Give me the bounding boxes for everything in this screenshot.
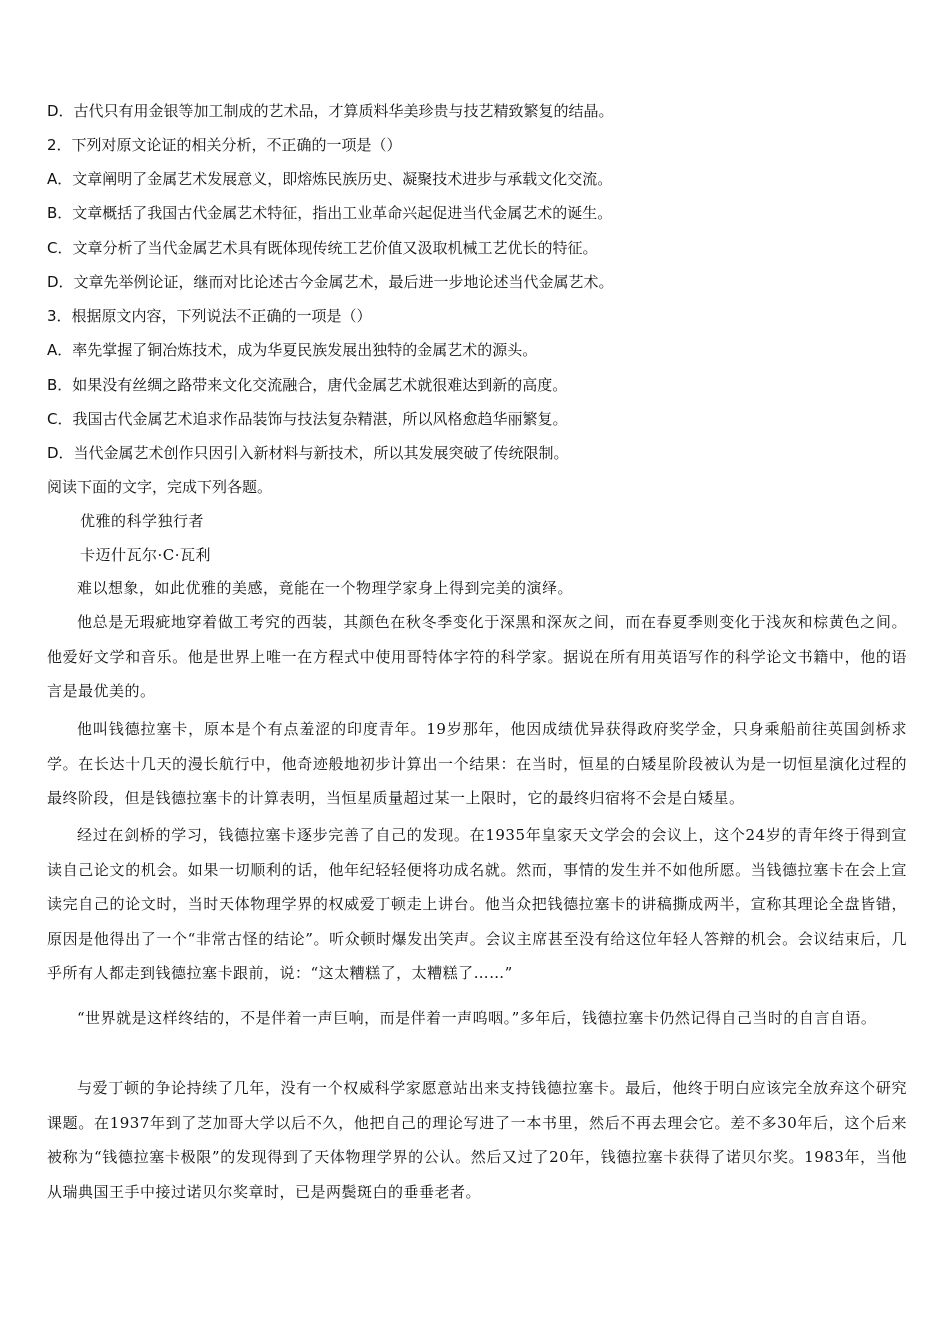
article-title: 优雅的科学独行者 xyxy=(80,512,205,530)
q2-option-c: C．文章分析了当代金属艺术具有既体现传统工艺价值又汲取机械工艺优长的特征。 xyxy=(47,239,598,257)
reading-instruction: 阅读下面的文字，完成下列各题。 xyxy=(47,478,273,496)
q2-option-b: B．文章概括了我国古代金属艺术特征，指出工业革命兴起促进当代金属艺术的诞生。 xyxy=(47,204,613,222)
article-paragraph-4: 经过在剑桥的学习，钱德拉塞卡逐步完善了自己的发现。在1935年皇家天文学会的会议上，这个24岁的青年终于得到宣读自己论文的机会。如果一切顺利的话，他年纪轻轻便将功成名就。然而，事情的发生并不如他所愿。当钱德拉塞卡在会上宣读完自己的论文时，当时天体物理学界的权威爱丁顿走上讲台。他当众把钱德拉塞卡的讲稿撕成两半，宣称其理论全盘皆错，原因是他得出了一个“非常古怪的结论”。听众顿时爆发出笑声。会议主席甚至没有给这位年轻人答辩的机会。会议结束后，几乎所有人都走到钱德拉塞卡跟前，说：“这太糟糕了，太糟糕了……” xyxy=(47,826,907,982)
q1-option-d: D．古代只有用金银等加工制成的艺术品，才算质料华美珍贵与技艺精致繁复的结晶。 xyxy=(47,102,614,120)
q2-stem: 2．下列对原文论证的相关分析，不正确的一项是（） xyxy=(47,136,402,154)
q2-option-d: D．文章先举例论证，继而对比论述古今金属艺术，最后进一步地论述当代金属艺术。 xyxy=(47,273,614,291)
q3-option-c: C．我国古代金属艺术追求作品装饰与技法复杂精湛，所以风格愈趋华丽繁复。 xyxy=(47,410,568,428)
article-author: 卡迈什瓦尔·C·瓦利 xyxy=(80,546,212,564)
article-paragraph-6: 与爱丁顿的争论持续了几年，没有一个权威科学家愿意站出来支持钱德拉塞卡。最后，他终于明白应该完全放弃这个研究课题。在1937年到了芝加哥大学以后不久，他把自己的理论写进了一本书里，然后不再去理会它。差不多30年后，这个后来被称为“钱德拉塞卡极限”的发现得到了天体物理学界的公认。然后又过了20年，钱德拉塞卡获得了诺贝尔奖。1983年，当他从瑞典国王手中接过诺贝尔奖章时，已是两鬓斑白的垂垂老者。 xyxy=(47,1079,907,1201)
article-paragraph-3: 他叫钱德拉塞卡，原本是个有点羞涩的印度青年。19岁那年，他因成绩优异获得政府奖学金，只身乘船前往英国剑桥求学。在长达十几天的漫长航行中，他奇迹般地初步计算出一个结果：在当时，恒星的白矮星阶段被认为是一切恒星演化过程的最终阶段，但是钱德拉塞卡的计算表明，当恒星质量超过某一上限时，它的最终归宿将不会是白矮星。 xyxy=(47,720,907,807)
q3-stem: 3．根据原文内容，下列说法不正确的一项是（） xyxy=(47,307,372,325)
q3-option-a: A．率先掌握了铜冶炼技术，成为华夏民族发展出独特的金属艺术的源头。 xyxy=(47,341,538,359)
q3-option-b: B．如果没有丝绸之路带来文化交流融合，唐代金属艺术就很难达到新的高度。 xyxy=(47,376,568,394)
article-paragraph-5: “世界就是这样终结的，不是伴着一声巨响，而是伴着一声呜咽。”多年后，钱德拉塞卡仍然记得自己当时的自言自语。 xyxy=(77,1009,877,1027)
q3-option-d: D．当代金属艺术创作只因引入新材料与新技术，所以其发展突破了传统限制。 xyxy=(47,444,569,462)
article-paragraph-1: 难以想象，如此优雅的美感，竟能在一个物理学家身上得到完美的演绎。 xyxy=(77,579,574,597)
article-paragraph-2: 他总是无瑕疵地穿着做工考究的西装，其颜色在秋冬季变化于深黑和深灰之间，而在春夏季则变化于浅灰和棕黄色之间。他爱好文学和音乐。他是世界上唯一在方程式中使用哥特体字符的科学家。据说在所有用英语写作的科学论文书籍中，他的语言是最优美的。 xyxy=(47,613,907,700)
q2-option-a: A．文章阐明了金属艺术发展意义，即熔炼民族历史、凝聚技术进步与承载文化交流。 xyxy=(47,170,613,188)
